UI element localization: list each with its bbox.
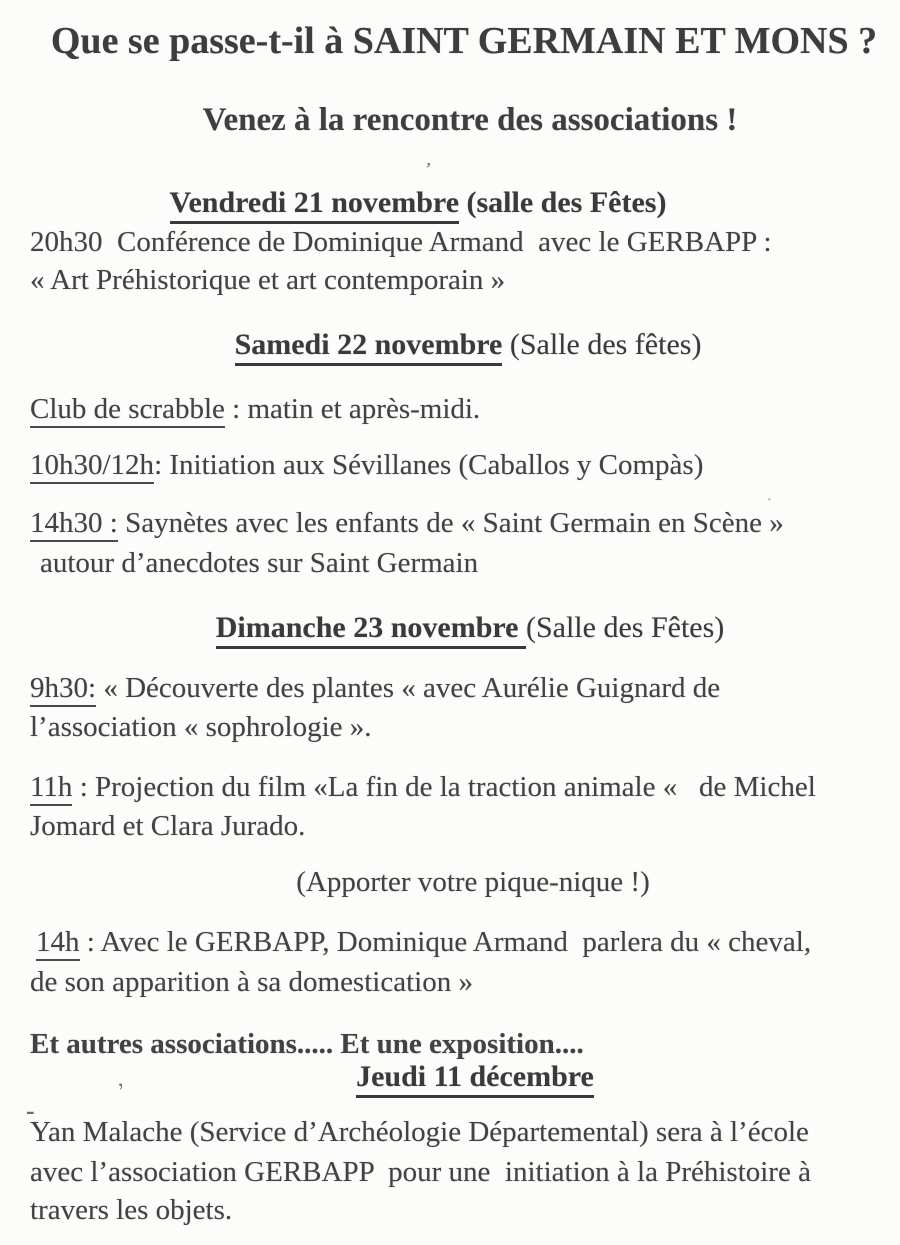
other-associations-text: Et autres associations..... Et une exposition.... <box>30 1028 584 1060</box>
page-title-text: Que se passe-t-il à SAINT GERMAIN ET MONS ? <box>50 20 878 62</box>
event-cheval-line1 <box>36 923 811 961</box>
picnic-note <box>23 863 900 901</box>
event-sevillanes-text: : Initiation aux Sévillanes (Caballos y Compàs) <box>154 449 704 481</box>
event-conference-text2: « Art Préhistorique et art contemporain » <box>30 264 506 296</box>
event-film-line2 <box>30 807 305 845</box>
event-yan-line1 <box>30 1113 809 1151</box>
event-saynetes-text2: autour d’anecdotes sur Saint Germain <box>40 547 479 579</box>
scan-artifact-dash: - <box>26 1096 35 1125</box>
event-saynetes-line1 <box>30 504 784 542</box>
heading-dimanche-23-novembre <box>20 609 900 647</box>
scan-artifact-comma: , <box>112 1065 126 1092</box>
page-title <box>14 18 900 64</box>
heading-vendredi-venue: (salle des Fêtes) <box>459 186 667 219</box>
event-scrabble-label: Club de scrabble <box>30 393 225 428</box>
event-cheval-line2 <box>30 963 473 1001</box>
event-film-time: 11h <box>30 771 72 806</box>
event-yan-text2: avec l’association GERBAPP pour une initiation à la Préhistoire à <box>30 1156 811 1188</box>
event-plantes-text2: l’association « sophrologie ». <box>30 711 372 743</box>
picnic-note-text: (Apporter votre pique-nique !) <box>296 866 650 898</box>
scan-artifact-smudge: · <box>766 489 773 511</box>
event-yan-text3: travers les objets. <box>30 1194 233 1226</box>
scan-artifact-apostrophe: ’ <box>421 158 433 182</box>
event-cheval-time: 14h <box>36 926 80 961</box>
event-scrabble-line <box>30 390 480 428</box>
event-saynetes-line2 <box>40 544 478 582</box>
event-plantes-text1: « Découverte des plantes « avec Aurélie Guignard de <box>96 672 721 704</box>
page-subtitle-text: Venez à la rencontre des associations ! <box>202 102 738 138</box>
event-cheval-text2: de son apparition à sa domestication » <box>30 966 473 998</box>
heading-vendredi-21-novembre <box>0 184 868 222</box>
heading-vendredi-underlined: Vendredi 21 novembre <box>170 186 459 224</box>
heading-jeudi-underlined: Jeudi 11 décembre <box>356 1060 594 1098</box>
heading-samedi-venue: (Salle des fêtes) <box>502 328 702 361</box>
event-scrabble-text: : matin et après-midi. <box>224 393 481 425</box>
heading-samedi-22-novembre <box>18 326 900 364</box>
event-cheval-text1: : Avec le GERBAPP, Dominique Armand parlera du « cheval, <box>79 926 812 958</box>
event-yan-line2 <box>30 1153 811 1191</box>
heading-dimanche-underlined: Dimanche 23 novembre <box>216 611 526 649</box>
event-conference-text1: 20h30 Conférence de Dominique Armand avec le GERBAPP : <box>30 226 772 258</box>
event-saynetes-time: 14h30 : <box>30 507 118 542</box>
event-sevillanes-time: 10h30/12h <box>30 449 154 484</box>
event-yan-line3 <box>30 1191 232 1229</box>
event-film-text1: : Projection du film «La fin de la traction animale « de Michel <box>72 771 816 803</box>
event-sevillanes-line <box>30 446 703 484</box>
event-plantes-time: 9h30: <box>30 672 96 707</box>
page-subtitle <box>20 99 900 141</box>
event-plantes-line2 <box>30 708 372 746</box>
event-saynetes-text1: Saynètes avec les enfants de « Saint Germain en Scène » <box>117 507 784 539</box>
event-plantes-line1 <box>30 669 720 707</box>
heading-samedi-underlined: Samedi 22 novembre <box>235 328 503 366</box>
heading-dimanche-venue: (Salle des Fêtes) <box>525 611 725 644</box>
event-film-line1 <box>30 768 816 806</box>
event-yan-text1: Yan Malache (Service d’Archéologie Départemental) sera à l’école <box>30 1116 809 1148</box>
event-conference-line2 <box>30 261 505 299</box>
heading-jeudi-11-decembre <box>25 1058 900 1096</box>
event-conference-line1 <box>30 223 772 261</box>
event-film-text2: Jomard et Clara Jurado. <box>30 810 306 842</box>
